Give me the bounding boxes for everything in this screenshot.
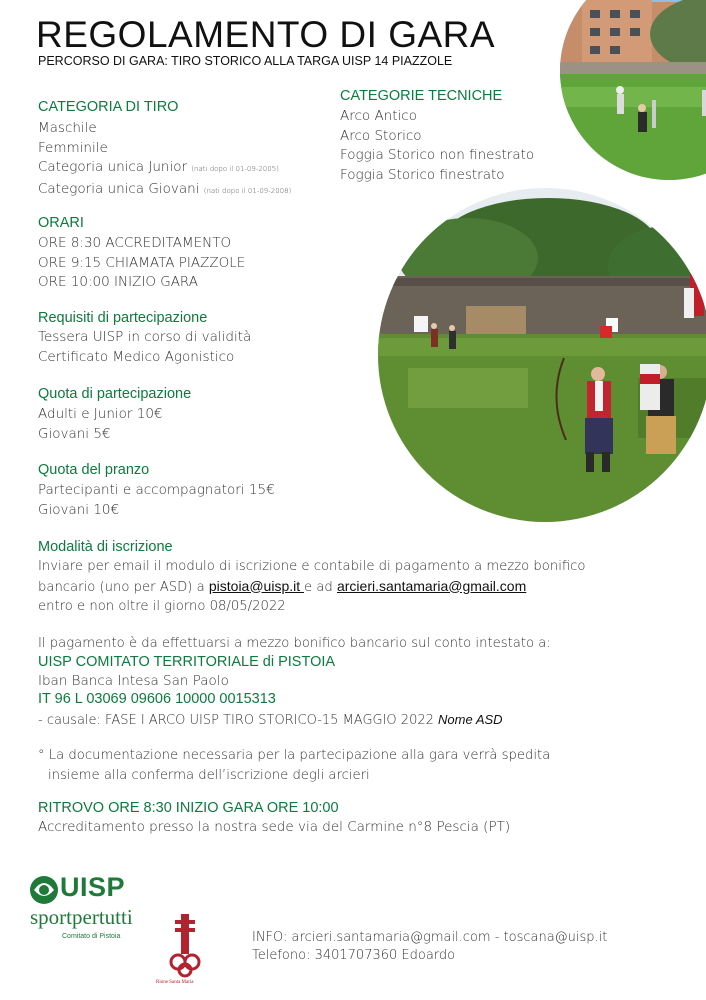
pagamento-causale: [38, 710, 503, 731]
crest-icon: [160, 912, 210, 978]
list-item: Femminile: [38, 139, 108, 156]
pagamento-iban: IT 96 L 03069 09606 10000 0015313: [38, 691, 276, 707]
iscrizione-line-2: [38, 577, 585, 598]
list-item: Certificato Medico Agonistico: [38, 348, 235, 365]
rione-crest: [156, 912, 210, 992]
list-item-label: Categoria unica Junior: [38, 159, 188, 175]
list-item: ORE 10:00 INIZIO GARA: [38, 274, 198, 290]
footer-info-email: INFO: arcieri.santamaria@gmail.com - toscana@uisp.it: [252, 930, 608, 945]
footer-info-telefono: Telefono: 3401707360 Edoardo: [252, 948, 456, 963]
list-item: Giovani 10€: [38, 501, 120, 518]
list-item: Arco Storico: [340, 127, 422, 144]
list-item: [38, 158, 291, 180]
email-link-pistoia[interactable]: pistoia@uisp.it: [208, 577, 305, 594]
categorie-tecniche-heading: CATEGORIE TECNICHE: [340, 88, 503, 104]
iscrizione-body: [38, 557, 585, 617]
nota-documentazione: [38, 746, 550, 785]
junior-note: (nati dopo il 01-09-2005): [191, 165, 279, 173]
photo-archers-field-large: [378, 188, 706, 522]
list-item-label: Categoria unica Giovani: [38, 180, 200, 197]
uisp-logo: [26, 872, 161, 952]
orari-list: [38, 234, 245, 293]
list-item: Maschile: [38, 120, 97, 136]
iscrizione-line-2-mid: e ad: [304, 579, 337, 595]
categoria-tiro-heading: CATEGORIA DI TIRO: [38, 99, 179, 115]
ritrovo-heading: RITROVO ORE 8:30 INIZIO GARA ORE 10:00: [38, 800, 339, 816]
list-item: Foggia Storico finestrato: [340, 166, 505, 183]
pagamento-intro: Il pagamento è da effettuarsi a mezzo bonifico bancario sul conto intestato a:: [38, 636, 551, 651]
logo-comitato-text: Comitato di Pistoia: [62, 933, 121, 940]
quota-pranzo-list: [38, 481, 275, 520]
crest-caption: Rione Santa Maria: [156, 980, 194, 985]
giovani-note: (nati dopo il 01-09-2008): [203, 186, 292, 195]
list-item: Partecipanti e accompagnatori 15€: [38, 482, 275, 498]
page-subtitle: PERCORSO DI GARA: TIRO STORICO ALLA TARGA UISP 14 PIAZZOLE: [38, 54, 453, 68]
list-item: Tessera UISP in corso di validità: [38, 329, 252, 345]
causale-text: - causale: FASE I ARCO UISP TIRO STORICO-15 MAGGIO 2022: [38, 713, 439, 728]
logo-sport-text: sportpertutti: [30, 905, 133, 929]
iscrizione-line-1: Inviare per email il modulo di iscrizione e contabile di pagamento a mezzo bonifico: [38, 559, 586, 574]
list-item: Arco Antico: [340, 108, 417, 124]
pagamento-beneficiario: UISP COMITATO TERRITORIALE di PISTOIA: [38, 654, 336, 670]
requisiti-heading: Requisiti di partecipazione: [38, 310, 208, 326]
ritrovo-text: Accreditamento presso la nostra sede via del Carmine n°8 Pescia (PT): [38, 819, 511, 835]
quota-pranzo-heading: Quota del pranzo: [38, 462, 150, 478]
iscrizione-heading: Modalità di iscrizione: [38, 539, 173, 555]
iscrizione-line-3: entro e non oltre il giorno 08/05/2022: [38, 599, 286, 614]
quota-partecipazione-heading: Quota di partecipazione: [38, 386, 192, 402]
requisiti-list: [38, 328, 251, 367]
list-item: Giovani 5€: [38, 425, 111, 442]
list-item: Foggia Storico non finestrato: [340, 147, 535, 163]
list-item: ORE 9:15 CHIAMATA PIAZZOLE: [38, 254, 246, 271]
footer-info: [252, 929, 607, 965]
pagamento-banca: Iban Banca Intesa San Paolo: [38, 673, 229, 689]
logo-uisp-text: UISP: [60, 872, 126, 902]
categoria-tiro-list: [38, 119, 291, 201]
quota-partecipazione-list: [38, 405, 163, 444]
orari-heading: ORARI: [38, 215, 84, 231]
list-item: ORE 8:30 ACCREDITAMENTO: [38, 235, 232, 251]
email-link-arcieri[interactable]: arcieri.santamaria@gmail.com: [336, 577, 527, 594]
nota-line-2: insieme alla conferma dell’iscrizione degli arcieri: [48, 767, 370, 783]
nota-line-1: ° La documentazione necessaria per la partecipazione alla gara verrà spedita: [38, 748, 551, 763]
page-title: REGOLAMENTO DI GARA: [36, 14, 496, 55]
photo-archers-field-small: [560, 0, 706, 180]
photo-archers-field-small-image: [560, 0, 706, 180]
list-item: Adulti e Junior 10€: [38, 406, 163, 422]
list-item: [38, 180, 291, 202]
nome-asd: Nome ASD: [438, 712, 503, 727]
categorie-tecniche-list: [340, 107, 534, 185]
photo-archers-field-large-image: [378, 188, 706, 522]
iscrizione-line-2-pre: bancario (uno per ASD) a: [38, 579, 209, 595]
